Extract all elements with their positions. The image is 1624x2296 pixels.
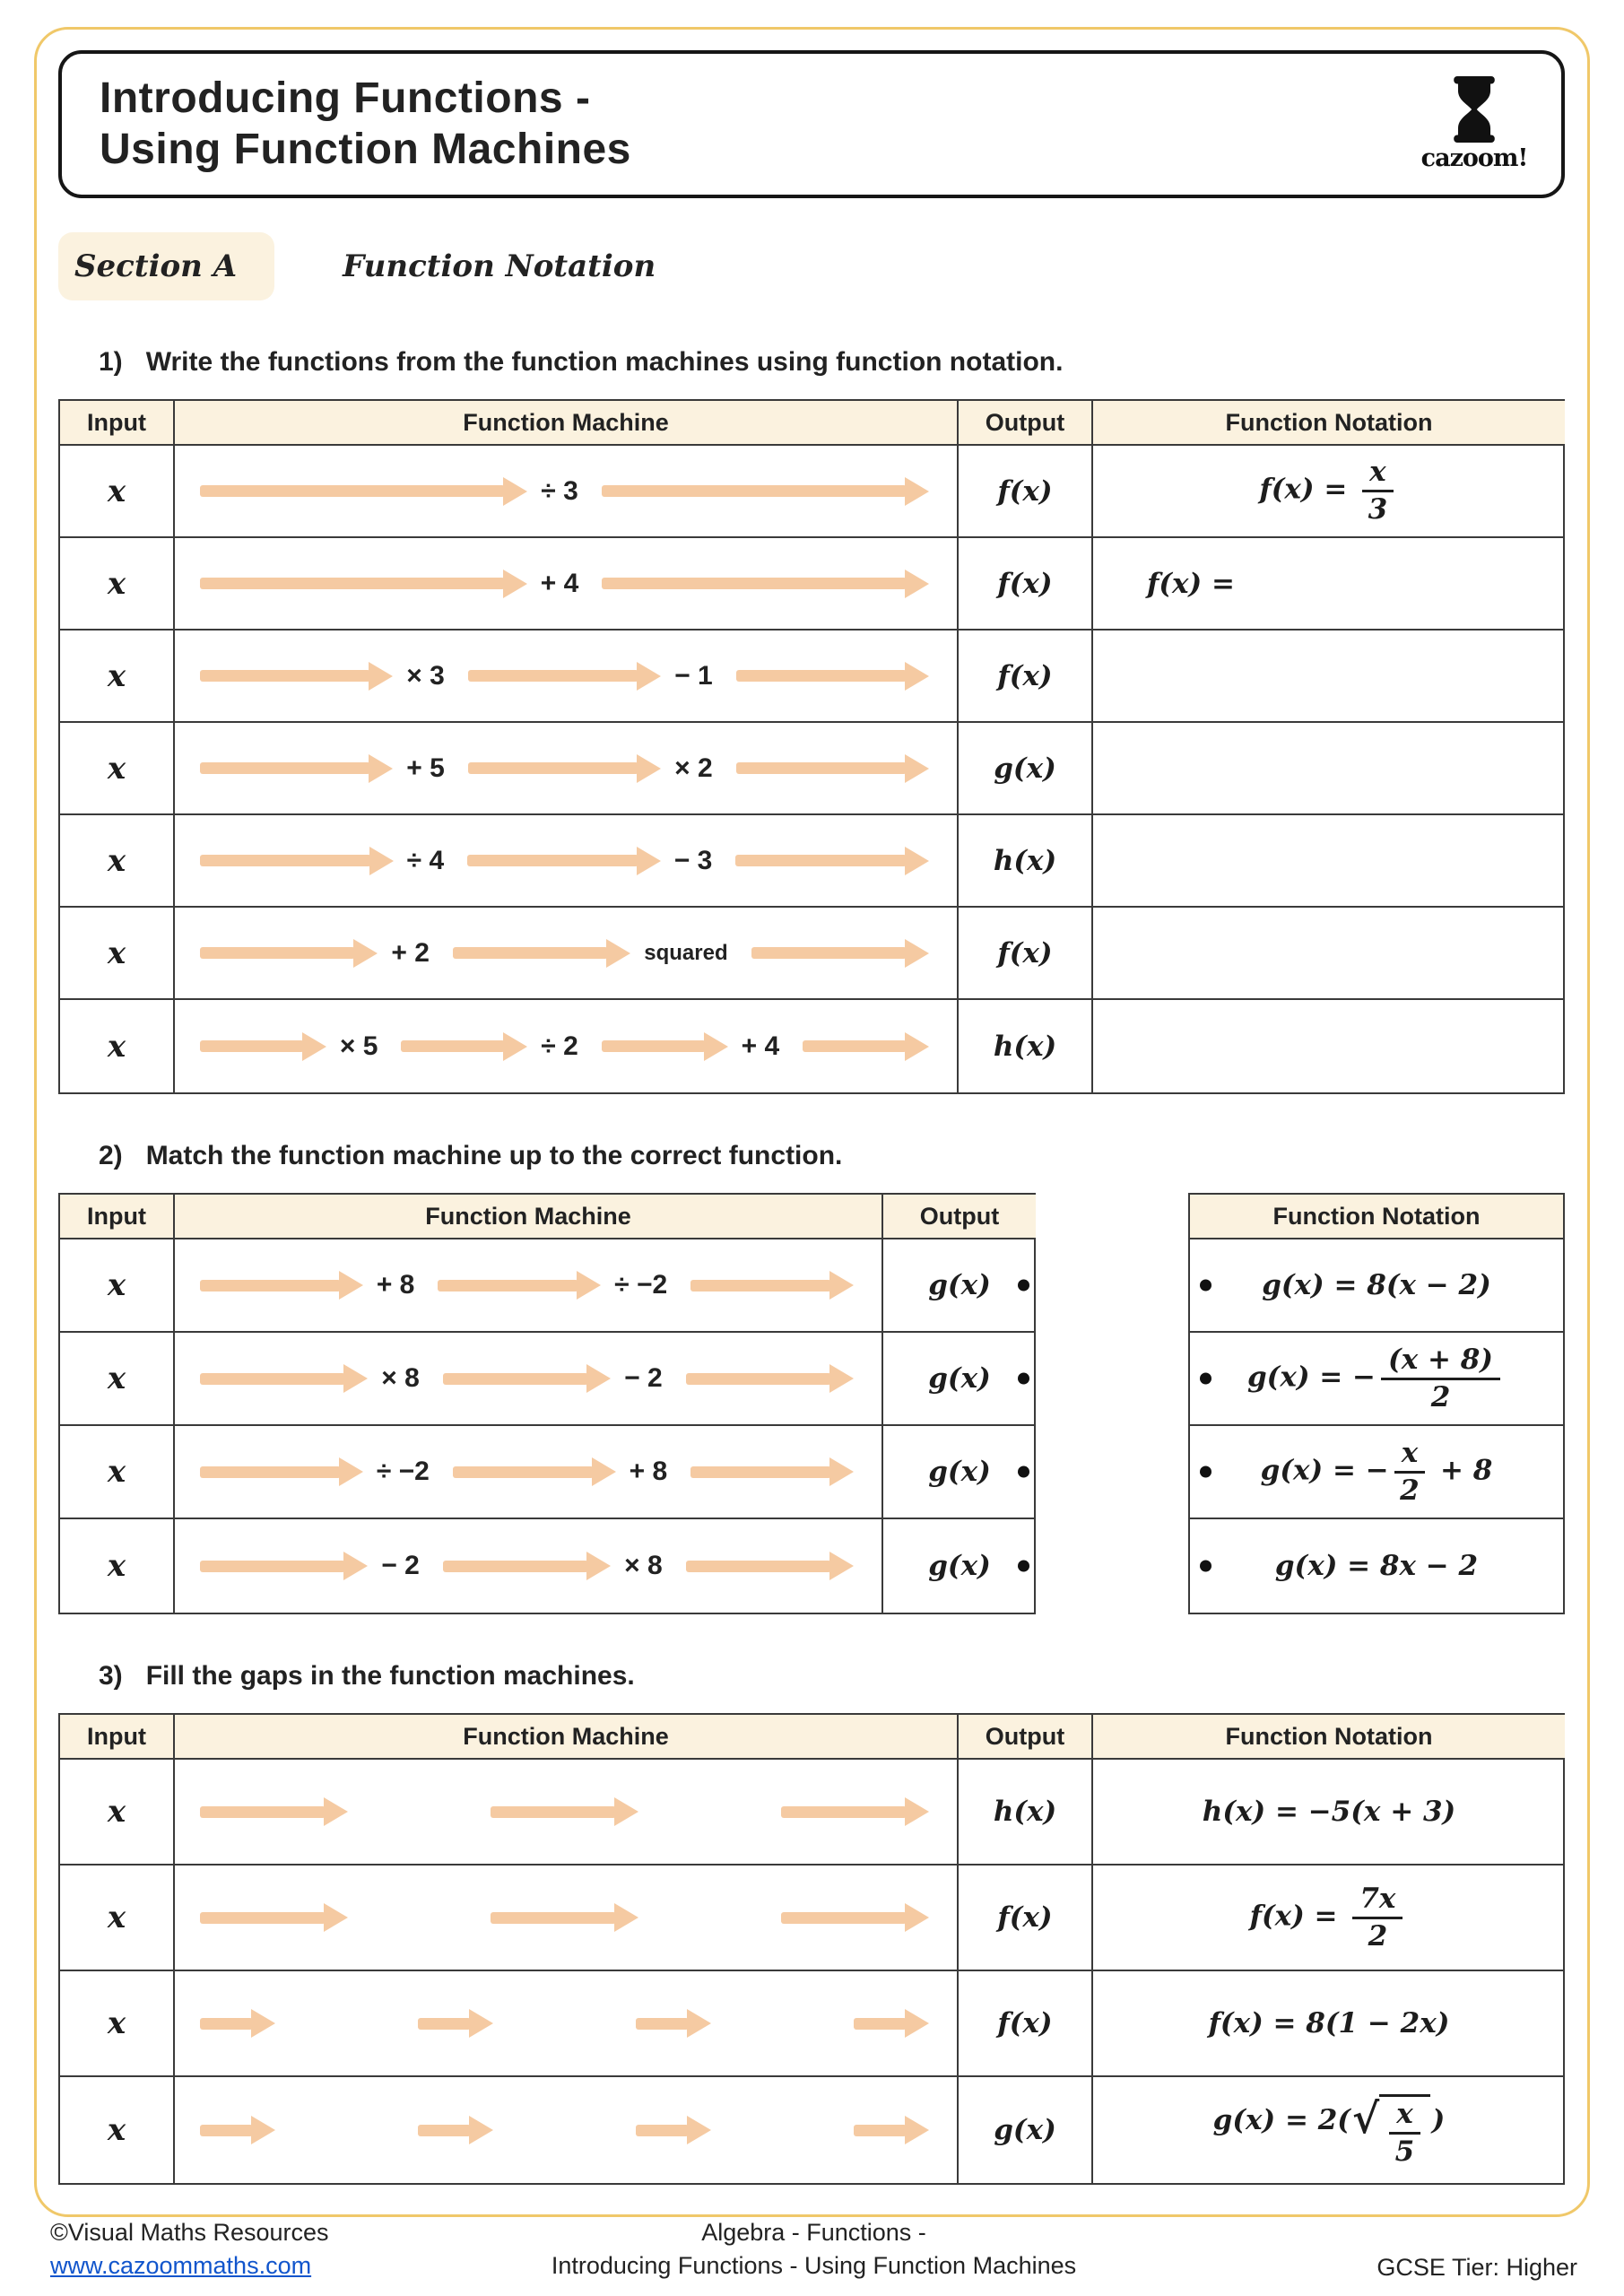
- input-variable: x: [107, 473, 126, 509]
- footer-topic-line-1: Algebra - Functions -: [701, 2219, 926, 2247]
- input-cell: [60, 1760, 175, 1866]
- worksheet-content: [58, 50, 1565, 2185]
- machine-operation: − 3: [673, 845, 713, 875]
- input-variable: x: [107, 1794, 126, 1830]
- machine-cell: [175, 446, 959, 538]
- machine-operation: + 4: [741, 1031, 780, 1061]
- title-line-1: Introducing Functions -: [100, 74, 591, 122]
- output-function: g(x): [928, 1550, 991, 1582]
- title-line-2: Using Function Machines: [100, 125, 631, 173]
- machine-cell: [175, 2077, 959, 2183]
- arrow-icon: [636, 2125, 689, 2136]
- website-link[interactable]: www.cazoommaths.com: [50, 2251, 312, 2279]
- notation-cell[interactable]: [1093, 723, 1565, 815]
- function-machine: [200, 2018, 932, 2030]
- machine-operation: + 8: [376, 1270, 415, 1300]
- match-dot[interactable]: [1200, 1373, 1211, 1385]
- section-label: Section A: [58, 232, 274, 300]
- function-machine: [200, 1270, 856, 1300]
- input-variable: x: [107, 1548, 126, 1584]
- match-dot[interactable]: [1200, 1280, 1211, 1292]
- fraction: [1389, 2097, 1420, 2168]
- output-cell: [959, 908, 1093, 1000]
- input-cell: [60, 1239, 175, 1333]
- q2-table: [58, 1193, 1036, 1614]
- machine-cell: [175, 538, 959, 631]
- math-text: h(x) = −5(x + 3): [1202, 1796, 1456, 1828]
- question-3-number: 3): [99, 1661, 123, 1691]
- question-3: [58, 1661, 1565, 2185]
- question-2-number: 2): [99, 1141, 123, 1170]
- math-text: f(x) =: [1147, 567, 1235, 600]
- question-3-prompt: [99, 1661, 1565, 1692]
- output-cell: [959, 1760, 1093, 1866]
- machine-cell: [175, 1426, 883, 1519]
- notation-cell: [1093, 1760, 1565, 1866]
- footer-topic-line-2: Introducing Functions - Using Function Machines: [551, 2251, 1077, 2279]
- arrow-icon: [200, 1561, 345, 1572]
- arrow-icon: [200, 947, 355, 959]
- output-cell: [959, 1000, 1093, 1092]
- copyright-text: ©Visual Maths Resources: [50, 2219, 329, 2247]
- notation-cell: [1093, 2077, 1565, 2183]
- question-2: [58, 1141, 1565, 1614]
- arrow-icon: [686, 1561, 831, 1572]
- math-text: ): [1431, 2103, 1446, 2136]
- machine-operation: ÷ 3: [541, 475, 578, 506]
- q3-table: [58, 1713, 1565, 2185]
- input-cell: [60, 723, 175, 815]
- function-machine: [200, 753, 932, 784]
- input-variable: x: [107, 565, 126, 602]
- notation-option: [1190, 1333, 1563, 1426]
- q2-notation-box: [1188, 1193, 1565, 1614]
- column-header: Input: [60, 1715, 175, 1760]
- arrow-icon: [854, 2018, 907, 2030]
- input-variable: x: [107, 2112, 126, 2148]
- radical-sign-icon: √: [1351, 2093, 1380, 2143]
- arrow-icon: [468, 670, 638, 682]
- machine-operation: − 1: [674, 660, 713, 691]
- input-variable: x: [107, 1900, 126, 1935]
- machine-cell: [175, 815, 959, 908]
- function-notation: [1209, 2007, 1450, 2039]
- arrow-icon: [690, 1280, 831, 1292]
- output-function: f(x): [997, 2007, 1053, 2039]
- function-notation: [1203, 1796, 1455, 1828]
- notation-option: [1190, 1519, 1563, 1613]
- notation-cell: [1093, 1971, 1565, 2077]
- arrow-icon: [200, 485, 505, 497]
- section-header: [58, 232, 1565, 300]
- q2-matching-area: [58, 1193, 1565, 1614]
- output-cell: [959, 631, 1093, 723]
- output-cell: [883, 1333, 1036, 1426]
- machine-cell: [175, 1866, 959, 1971]
- function-notation: [1275, 1550, 1478, 1582]
- arrow-icon: [200, 762, 370, 774]
- arrow-icon: [781, 1912, 907, 1924]
- section-title: Function Notation: [343, 248, 656, 284]
- machine-cell: [175, 1000, 959, 1092]
- arrow-icon: [736, 762, 907, 774]
- machine-operation: ÷ −2: [614, 1270, 668, 1300]
- column-header: Output: [883, 1195, 1036, 1239]
- function-machine: [200, 846, 932, 876]
- fraction-numerator: x: [1394, 1439, 1425, 1474]
- input-cell: [60, 1519, 175, 1613]
- input-variable: x: [107, 1028, 126, 1065]
- output-cell: [959, 538, 1093, 631]
- fraction-denominator: 2: [1430, 1380, 1451, 1413]
- notation-cell[interactable]: [1093, 908, 1565, 1000]
- arrow-icon: [443, 1373, 588, 1385]
- arrow-icon: [453, 1466, 594, 1478]
- input-cell: [60, 631, 175, 723]
- function-notation: [1147, 568, 1235, 600]
- input-variable: x: [107, 657, 126, 694]
- arrow-icon: [200, 1280, 341, 1292]
- fraction-denominator: 5: [1394, 2135, 1415, 2168]
- arrow-icon: [736, 670, 907, 682]
- math-text: g(x) = −: [1260, 1454, 1389, 1487]
- arrow-icon: [401, 1040, 505, 1052]
- function-machine: [200, 476, 932, 507]
- math-text: + 8: [1430, 1454, 1493, 1487]
- notation-cell[interactable]: [1093, 1000, 1565, 1092]
- function-machine: [200, 938, 932, 969]
- arrow-icon: [602, 578, 907, 589]
- column-header: Output: [959, 401, 1093, 446]
- output-cell: [959, 723, 1093, 815]
- fraction: [1381, 1345, 1500, 1412]
- machine-operation: × 2: [674, 752, 713, 783]
- question-1-number: 1): [99, 347, 123, 377]
- fraction-denominator: 2: [1368, 1919, 1388, 1952]
- input-variable: x: [107, 1454, 126, 1490]
- footer-center: [445, 2216, 1183, 2282]
- question-1-prompt: [99, 347, 1565, 378]
- machine-cell: [175, 631, 959, 723]
- question-1: [58, 347, 1565, 1094]
- output-function: g(x): [994, 2114, 1056, 2146]
- notation-cell[interactable]: [1093, 631, 1565, 723]
- function-machine: [200, 2125, 932, 2136]
- question-3-text: Fill the gaps in the function machines.: [145, 1661, 635, 1691]
- arrow-icon: [491, 1806, 616, 1818]
- input-variable: x: [107, 842, 126, 879]
- function-notation: [1250, 1884, 1409, 1951]
- function-machine: [200, 661, 932, 691]
- fraction: [1362, 457, 1393, 524]
- match-dot[interactable]: [1018, 1466, 1029, 1478]
- fraction: [1394, 1436, 1425, 1507]
- question-2-text: Match the function machine up to the correct function.: [145, 1141, 843, 1170]
- input-cell: [60, 1000, 175, 1092]
- input-cell: [60, 1426, 175, 1519]
- input-variable: x: [107, 750, 126, 787]
- machine-operation: squared: [644, 940, 728, 965]
- arrow-icon: [200, 855, 371, 866]
- output-cell: [883, 1239, 1036, 1333]
- match-dot[interactable]: [1018, 1373, 1029, 1385]
- output-function: h(x): [993, 1796, 1057, 1828]
- input-cell: [60, 1971, 175, 2077]
- arrow-icon: [418, 2018, 471, 2030]
- input-variable: x: [107, 2005, 126, 2041]
- output-function: f(x): [997, 567, 1053, 600]
- arrow-icon: [200, 1040, 304, 1052]
- machine-operation: ÷ 4: [406, 845, 445, 875]
- math-text: g(x) = −: [1247, 1361, 1376, 1394]
- footer-left: [50, 2216, 445, 2282]
- machine-cell: [175, 723, 959, 815]
- fraction-numerator: x: [1389, 2100, 1420, 2135]
- input-cell: [60, 908, 175, 1000]
- fraction-denominator: 3: [1368, 493, 1388, 526]
- match-dot[interactable]: [1018, 1561, 1029, 1572]
- machine-operation: × 8: [624, 1551, 663, 1580]
- output-cell: [959, 1971, 1093, 2077]
- math-text: f(x) =: [1259, 474, 1358, 506]
- fraction: [1352, 1884, 1403, 1951]
- input-cell: [60, 538, 175, 631]
- output-function: f(x): [997, 659, 1053, 692]
- output-cell: [959, 446, 1093, 538]
- arrow-icon: [491, 1912, 616, 1924]
- machine-operation: + 8: [629, 1457, 668, 1486]
- math-text: f(x) =: [1249, 1900, 1348, 1933]
- function-machine: [200, 1457, 856, 1487]
- arrow-icon: [854, 2125, 907, 2136]
- column-header: Output: [959, 1715, 1093, 1760]
- footer-tier: GCSE Tier: Higher: [1376, 2254, 1577, 2281]
- output-function: f(x): [997, 474, 1053, 508]
- arrow-icon: [443, 1561, 588, 1572]
- machine-cell: [175, 1239, 883, 1333]
- function-machine: [200, 1806, 932, 1818]
- arrow-icon: [690, 1466, 831, 1478]
- output-function: f(x): [997, 936, 1053, 970]
- output-function: h(x): [993, 1030, 1057, 1063]
- function-machine: [200, 1031, 932, 1062]
- machine-cell: [175, 1333, 883, 1426]
- column-header: Input: [60, 401, 175, 446]
- output-function: g(x): [928, 1362, 991, 1395]
- math-text: f(x) = 8(1 − 2x): [1208, 2007, 1450, 2039]
- question-1-text: Write the functions from the function machines using function notation.: [145, 347, 1064, 377]
- input-cell: [60, 815, 175, 908]
- arrow-icon: [468, 762, 638, 774]
- cazoom-logo: [1420, 76, 1528, 172]
- arrow-icon: [200, 578, 505, 589]
- notation-box-header: Function Notation: [1190, 1195, 1563, 1239]
- header: [58, 50, 1565, 198]
- notation-cell: [1093, 538, 1565, 631]
- notation-option: [1190, 1239, 1563, 1333]
- arrow-icon: [735, 855, 907, 866]
- column-header: Function Machine: [175, 1195, 883, 1239]
- arrow-icon: [602, 485, 907, 497]
- math-text: g(x) = 8x − 2: [1274, 1550, 1479, 1582]
- logo-wordmark: cazoom!: [1420, 144, 1528, 172]
- output-cell: [883, 1519, 1036, 1613]
- arrow-icon: [467, 855, 638, 866]
- arrow-icon: [602, 1040, 706, 1052]
- arrow-icon: [200, 1912, 326, 1924]
- match-dot[interactable]: [1200, 1561, 1211, 1572]
- arrow-icon: [438, 1280, 578, 1292]
- arrow-icon: [200, 1466, 341, 1478]
- input-cell: [60, 1866, 175, 1971]
- fraction-numerator: (x + 8): [1381, 1345, 1500, 1380]
- function-machine: [200, 569, 932, 599]
- arrow-icon: [803, 1040, 907, 1052]
- footer: [50, 2216, 1577, 2282]
- notation-cell[interactable]: [1093, 815, 1565, 908]
- math-text: g(x) = 2(: [1212, 2103, 1350, 2136]
- notation-cell: [1093, 1866, 1565, 1971]
- arrow-icon: [200, 1373, 345, 1385]
- radicand: [1379, 2094, 1429, 2166]
- machine-cell: [175, 1971, 959, 2077]
- column-header: Input: [60, 1195, 175, 1239]
- output-function: f(x): [997, 1901, 1053, 1934]
- output-cell: [959, 2077, 1093, 2183]
- q1-table: [58, 399, 1565, 1094]
- machine-operation: + 5: [406, 752, 445, 783]
- arrow-icon: [751, 947, 907, 959]
- match-dot[interactable]: [1200, 1466, 1211, 1478]
- fraction-denominator: 2: [1400, 1474, 1420, 1507]
- machine-operation: × 8: [381, 1363, 420, 1393]
- output-function: g(x): [928, 1269, 991, 1301]
- function-machine: [200, 1551, 856, 1581]
- column-header: Function Notation: [1093, 1715, 1565, 1760]
- worksheet-title: [100, 74, 631, 175]
- function-notation: [1262, 1269, 1491, 1301]
- square-root: [1352, 2094, 1430, 2166]
- arrow-icon: [686, 1373, 831, 1385]
- machine-operation: + 2: [391, 937, 430, 968]
- function-notation: [1247, 1345, 1506, 1412]
- arrow-icon: [453, 947, 608, 959]
- arrow-icon: [418, 2125, 471, 2136]
- output-function: h(x): [993, 844, 1057, 877]
- machine-operation: × 3: [406, 660, 445, 691]
- machine-operation: − 2: [624, 1363, 663, 1393]
- machine-operation: × 5: [339, 1031, 378, 1061]
- match-dot[interactable]: [1018, 1280, 1029, 1292]
- function-notation: [1213, 2094, 1446, 2166]
- input-cell: [60, 2077, 175, 2183]
- arrow-icon: [781, 1806, 907, 1818]
- hourglass-icon: [1448, 76, 1500, 143]
- machine-operation: ÷ −2: [376, 1457, 430, 1486]
- arrow-icon: [200, 1806, 326, 1818]
- arrow-icon: [200, 670, 370, 682]
- output-cell: [883, 1426, 1036, 1519]
- arrow-icon: [636, 2018, 689, 2030]
- question-2-prompt: [99, 1141, 1565, 1171]
- function-machine: [200, 1912, 932, 1924]
- machine-operation: + 4: [540, 568, 579, 598]
- output-cell: [959, 1866, 1093, 1971]
- input-cell: [60, 1333, 175, 1426]
- input-variable: x: [107, 1361, 126, 1396]
- output-function: g(x): [928, 1456, 991, 1488]
- output-function: g(x): [994, 752, 1056, 785]
- input-variable: x: [107, 935, 126, 971]
- input-cell: [60, 446, 175, 538]
- machine-cell: [175, 908, 959, 1000]
- machine-cell: [175, 1760, 959, 1866]
- fraction-numerator: 7x: [1352, 1884, 1403, 1919]
- notation-option: [1190, 1426, 1563, 1519]
- machine-operation: − 2: [381, 1551, 420, 1580]
- column-header: Function Notation: [1093, 401, 1565, 446]
- machine-cell: [175, 1519, 883, 1613]
- column-header: Function Machine: [175, 401, 959, 446]
- fraction-numerator: x: [1362, 457, 1393, 492]
- arrow-icon: [200, 2018, 253, 2030]
- machine-operation: ÷ 2: [541, 1031, 578, 1061]
- function-notation: [1259, 457, 1398, 524]
- function-notation: [1260, 1436, 1493, 1507]
- arrow-icon: [200, 2125, 253, 2136]
- notation-cell: [1093, 446, 1565, 538]
- math-text: g(x) = 8(x − 2): [1262, 1269, 1491, 1301]
- column-header: Function Machine: [175, 1715, 959, 1760]
- input-variable: x: [107, 1267, 126, 1303]
- function-machine: [200, 1363, 856, 1394]
- output-cell: [959, 815, 1093, 908]
